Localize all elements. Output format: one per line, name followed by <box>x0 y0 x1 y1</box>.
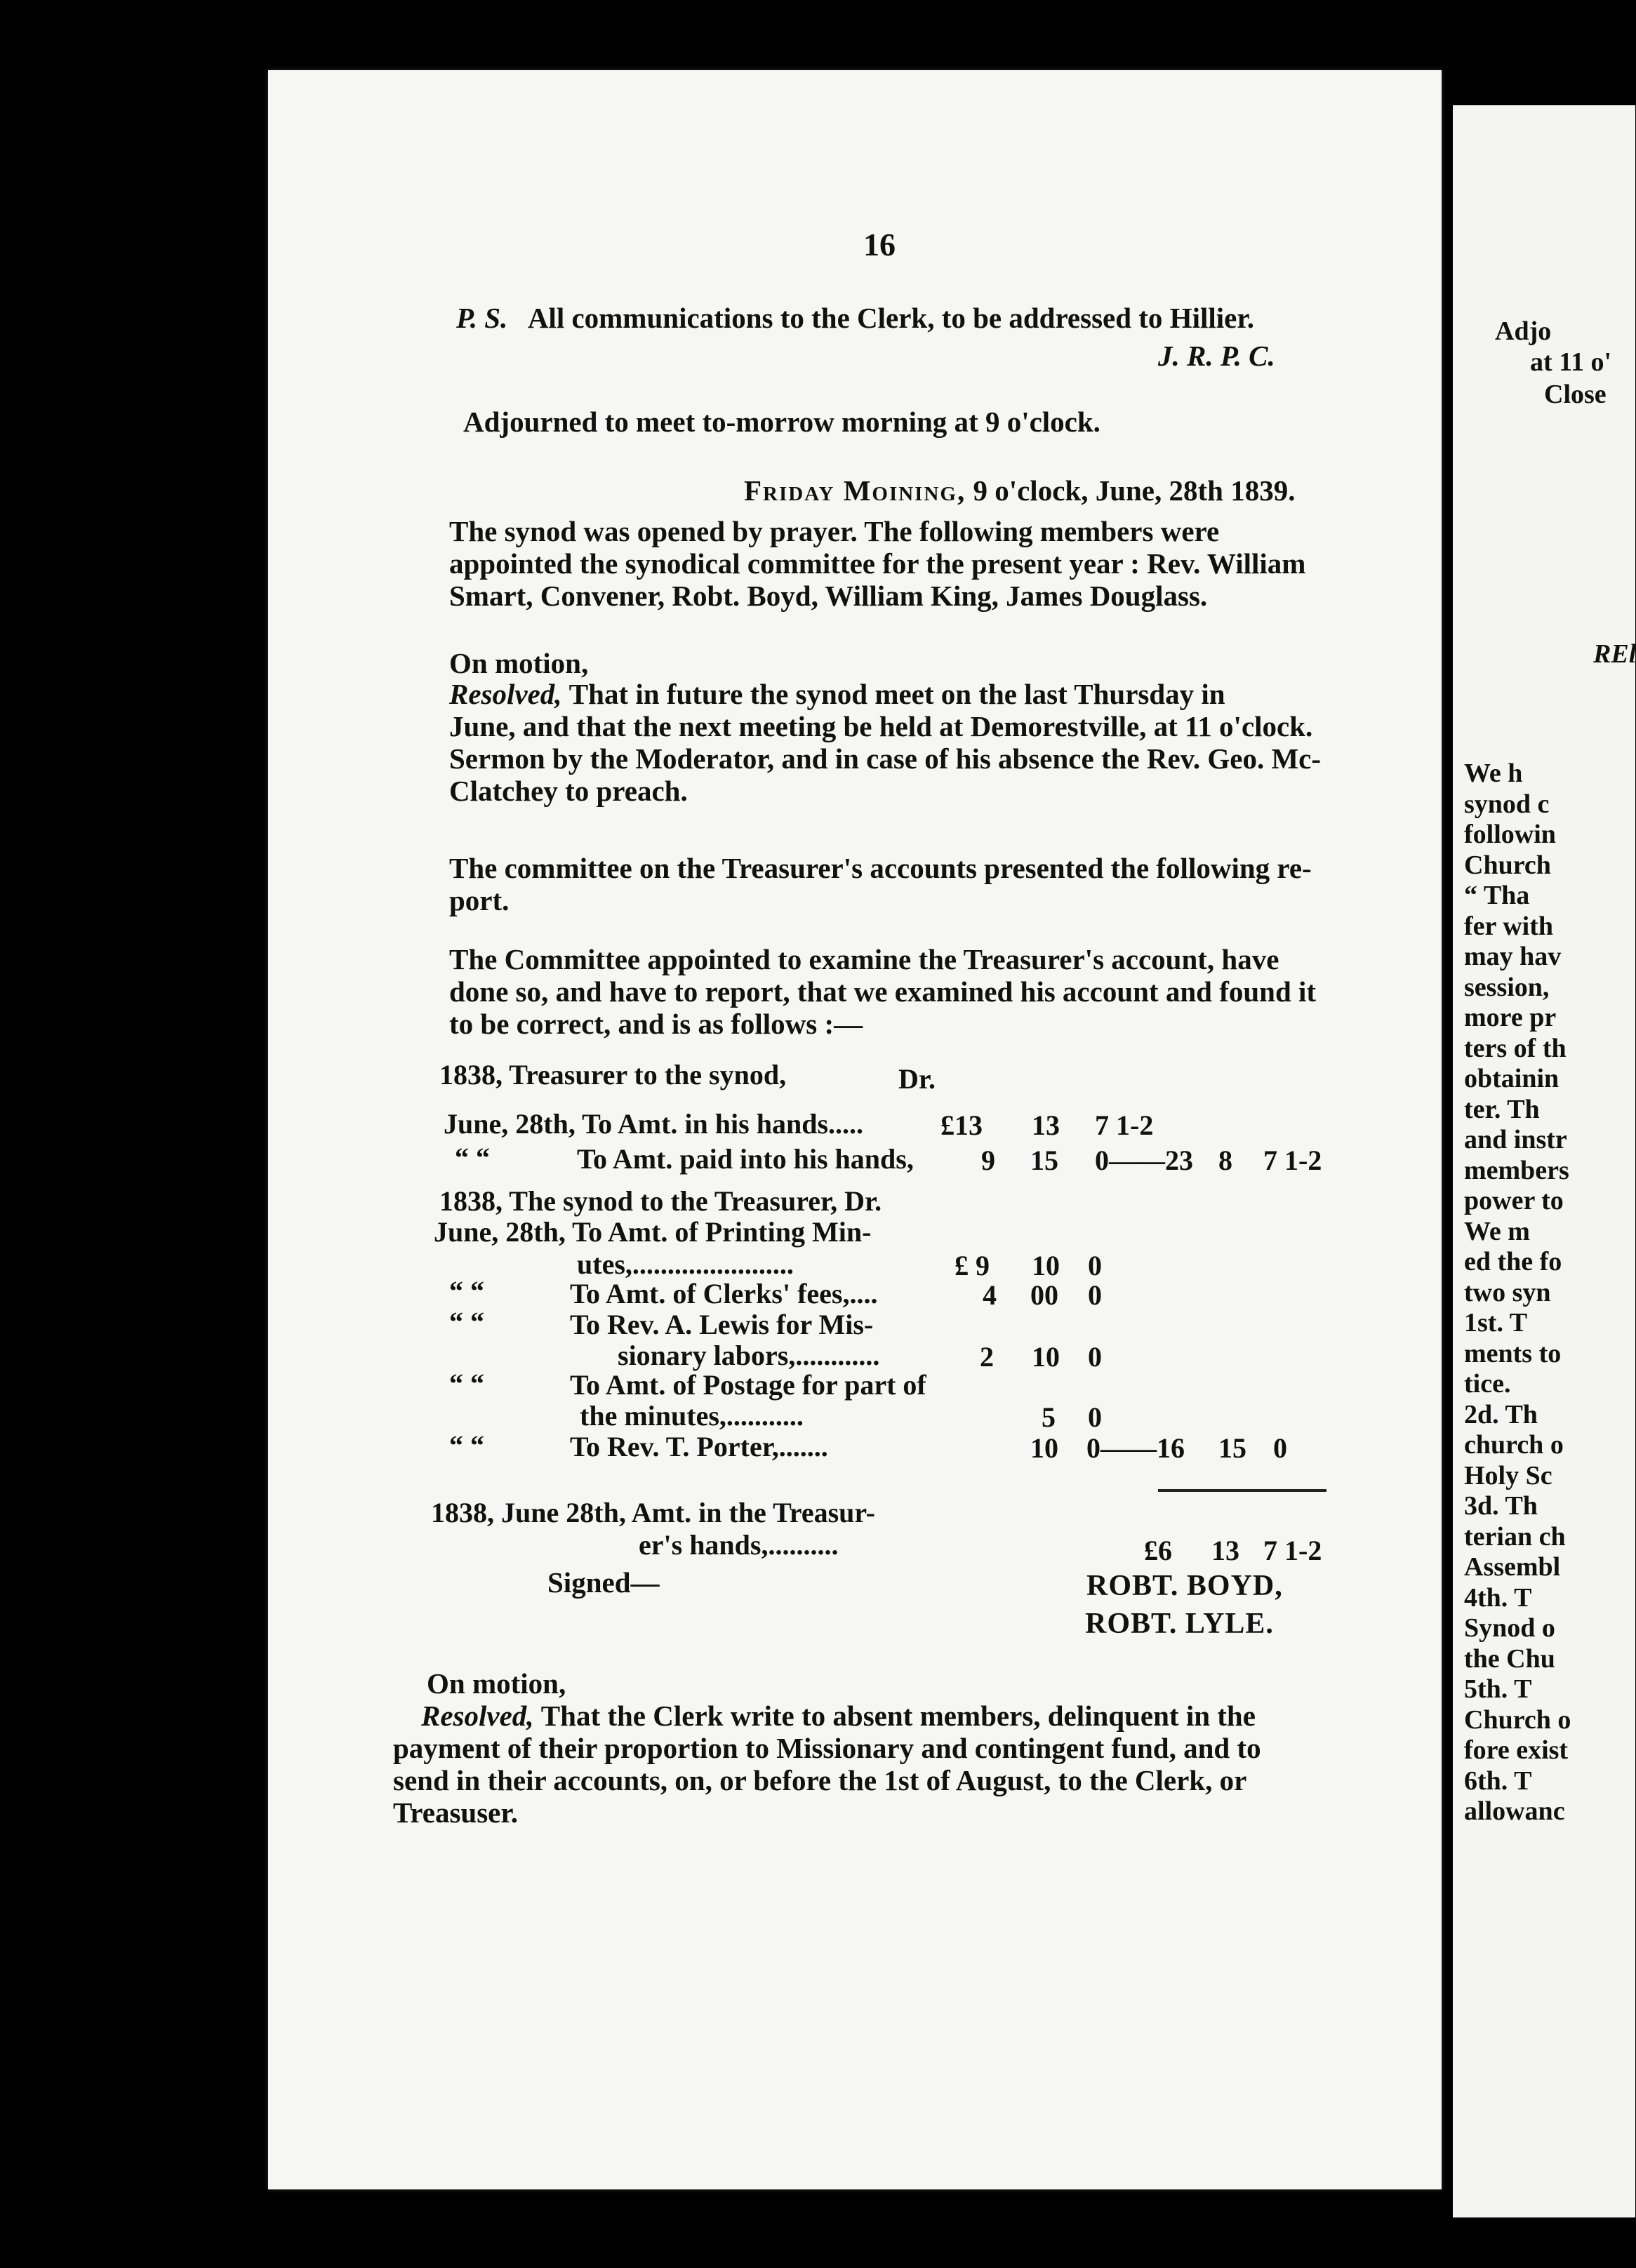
facing-text: two syn <box>1464 1277 1551 1307</box>
facing-text: may hav <box>1464 942 1562 971</box>
facing-text: the Chu <box>1464 1643 1555 1674</box>
facing-text: 4th. T <box>1464 1582 1532 1613</box>
pence: 7 1-2 <box>1095 1109 1154 1141</box>
ditto-marks: “ “ <box>449 1306 484 1338</box>
total-shillings: 15 <box>1218 1432 1246 1464</box>
facing-text: Church <box>1464 850 1551 880</box>
account-row: June, 28th, To Amt. of Printing Min- <box>434 1216 872 1248</box>
facing-text: fore exist <box>1464 1735 1569 1765</box>
paragraph-resolved-2 <box>393 1700 1261 1829</box>
text-line: Sermon by the Moderator, and in case of his absence the Rev. Geo. Mc- <box>449 742 1322 775</box>
facing-text: 6th. T <box>1464 1766 1532 1796</box>
account-header-2: 1838, The synod to the Treasurer, Dr. <box>439 1185 882 1217</box>
motion-heading-2: On motion, <box>427 1667 566 1700</box>
facing-text: Church o <box>1464 1705 1571 1735</box>
ditto-marks: “ “ <box>449 1368 484 1399</box>
facing-text: ter. Th <box>1464 1094 1540 1124</box>
text-line: Treasuser. <box>393 1796 519 1829</box>
account-row: To Amt. of Postage for part of <box>570 1369 926 1401</box>
text-line: Resolved, That in future the synod meet on the last Thursday in <box>449 678 1225 710</box>
shillings: 13 <box>1032 1109 1060 1141</box>
facing-text: ters of th <box>1464 1033 1567 1063</box>
pence: 0——16 <box>1086 1432 1185 1464</box>
shillings: 00 <box>1030 1279 1058 1311</box>
facing-text: Adjo <box>1495 316 1552 346</box>
pounds: £ 9 <box>955 1250 990 1281</box>
ps-line <box>456 302 1254 334</box>
pence: 0——23 <box>1095 1145 1193 1176</box>
pence: 7 1-2 <box>1263 1535 1322 1566</box>
shillings: 10 <box>1030 1432 1058 1464</box>
text-line: Smart, Convener, Robt. Boyd, William King, James Douglass. <box>449 580 1208 612</box>
account-row: To Rev. A. Lewis for Mis- <box>570 1309 874 1340</box>
account-row: To Amt. of Clerks' fees,.... <box>570 1278 878 1309</box>
text-line: Resolved, That the Clerk write to absent members, delinquent in the <box>421 1700 1256 1732</box>
facing-text: ments to <box>1464 1338 1562 1368</box>
account-row: To Amt. paid into his hands, <box>577 1143 914 1175</box>
resolved-word: Resolved, <box>421 1700 534 1732</box>
account-dr: Dr. <box>898 1063 936 1095</box>
account-balance: 1838, June 28th, Amt. in the Treasur- <box>431 1497 875 1528</box>
facing-page <box>1453 105 1635 2217</box>
total-pence: 0 <box>1273 1432 1287 1464</box>
shillings: 10 <box>1032 1250 1060 1281</box>
shillings: 13 <box>1211 1535 1239 1566</box>
signer-lyle: ROBT. LYLE. <box>1085 1608 1274 1640</box>
motion-heading-1: On motion, <box>449 647 589 679</box>
pounds: £13 <box>940 1109 983 1141</box>
ditto-marks: “ “ <box>449 1429 484 1461</box>
ps-initials: J. R. P. C. <box>1158 340 1275 372</box>
facing-text: Holy Sc <box>1464 1460 1552 1490</box>
facing-text: 1st. T <box>1464 1308 1528 1338</box>
text-line: The committee on the Treasurer's accounts presented the following re- <box>449 852 1312 884</box>
total-pence: 7 1-2 <box>1263 1145 1322 1176</box>
text-line: The Committee appointed to examine the Treasurer's account, have <box>449 943 1279 975</box>
facing-text: members <box>1464 1155 1569 1185</box>
ps-prefix: P. S. <box>456 302 508 334</box>
text-line: port. <box>449 884 510 916</box>
paragraph-committee-report <box>449 852 1312 916</box>
text-line: The synod was opened by prayer. The following members were <box>449 515 1220 547</box>
facing-text: session, <box>1464 972 1550 1002</box>
total-shillings: 8 <box>1218 1145 1232 1176</box>
account-balance: er's hands,.......... <box>639 1529 839 1561</box>
dateline-rest: 9 o'clock, June, 28th 1839. <box>973 474 1296 507</box>
facing-text: Assembl <box>1464 1552 1561 1582</box>
text-line: payment of their proportion to Missionary and contingent fund, and to <box>393 1732 1261 1764</box>
dateline-day: Friday Moining, <box>744 474 966 507</box>
facing-text: church o <box>1464 1430 1564 1460</box>
pence: 0 <box>1088 1250 1102 1281</box>
account-row: sionary labors,............ <box>618 1340 880 1371</box>
pence: 0 <box>1088 1279 1102 1311</box>
resolved-word: Resolved, <box>449 678 562 710</box>
facing-heading: REl <box>1593 639 1636 669</box>
facing-text: Close <box>1544 380 1607 409</box>
ditto-marks: “ “ <box>455 1142 490 1173</box>
pounds: £6 <box>1144 1535 1172 1566</box>
facing-text: allowanc <box>1464 1796 1565 1826</box>
account-header-1: 1838, Treasurer to the synod, <box>439 1059 787 1090</box>
facing-text: at 11 o' <box>1530 347 1612 377</box>
facing-text: 2d. Th <box>1464 1399 1538 1429</box>
paragraph-examination <box>449 943 1316 1040</box>
pence: 0 <box>1088 1401 1102 1433</box>
facing-text: obtainin <box>1464 1064 1559 1093</box>
page-number: 16 <box>863 227 896 262</box>
pence: 0 <box>1088 1341 1102 1373</box>
shillings: 5 <box>1042 1401 1056 1433</box>
facing-text: ed the fo <box>1464 1247 1562 1276</box>
dateline <box>744 474 1295 507</box>
facing-text: 3d. Th <box>1464 1491 1538 1521</box>
facing-text: 5th. T <box>1464 1674 1532 1704</box>
sum-rule <box>1158 1489 1326 1492</box>
account-row: the minutes,........... <box>580 1400 804 1432</box>
signer-boyd: ROBT. BOYD, <box>1086 1570 1283 1602</box>
account-row: To Rev. T. Porter,....... <box>570 1431 828 1462</box>
facing-text: and instr <box>1464 1125 1567 1154</box>
facing-text: “ Tha <box>1464 881 1530 910</box>
account-row: utes,....................... <box>577 1248 794 1280</box>
pounds: 4 <box>983 1279 997 1311</box>
text-line: Clatchey to preach. <box>449 775 688 807</box>
facing-text: We h <box>1464 759 1523 788</box>
facing-text: synod c <box>1464 789 1550 819</box>
ditto-marks: “ “ <box>449 1275 484 1307</box>
facing-text: followin <box>1464 820 1556 849</box>
pounds: 2 <box>980 1341 994 1373</box>
account-row: June, 28th, To Amt. in his hands..... <box>444 1108 864 1140</box>
pounds: 9 <box>981 1145 995 1176</box>
facing-text: We m <box>1464 1216 1530 1246</box>
adjourned-line: Adjourned to meet to-morrow morning at 9 o'clock. <box>463 406 1100 438</box>
text-line: to be correct, and is as follows :— <box>449 1008 863 1040</box>
text-line: send in their accounts, on, or before the 1st of August, to the Clerk, or <box>393 1764 1247 1796</box>
paragraph-committee <box>449 515 1305 612</box>
ps-text: All communications to the Clerk, to be addressed to Hillier. <box>527 302 1255 334</box>
facing-text: power to <box>1464 1186 1564 1215</box>
signed-label: Signed— <box>547 1566 660 1599</box>
facing-text: more pr <box>1464 1003 1557 1032</box>
paragraph-resolved-1 <box>449 678 1321 807</box>
facing-text: fer with <box>1464 911 1553 941</box>
shillings: 10 <box>1032 1341 1060 1373</box>
text-line: June, and that the next meeting be held at Demorestville, at 11 o'clock. <box>449 710 1313 742</box>
facing-text: Synod o <box>1464 1613 1555 1643</box>
facing-text: tice. <box>1464 1369 1511 1399</box>
text-line: done so, and have to report, that we examined his account and found it <box>449 975 1317 1008</box>
facing-text: terian ch <box>1464 1521 1566 1552</box>
shillings: 15 <box>1030 1145 1058 1176</box>
text-line: appointed the synodical committee for the present year : Rev. William <box>449 547 1306 580</box>
